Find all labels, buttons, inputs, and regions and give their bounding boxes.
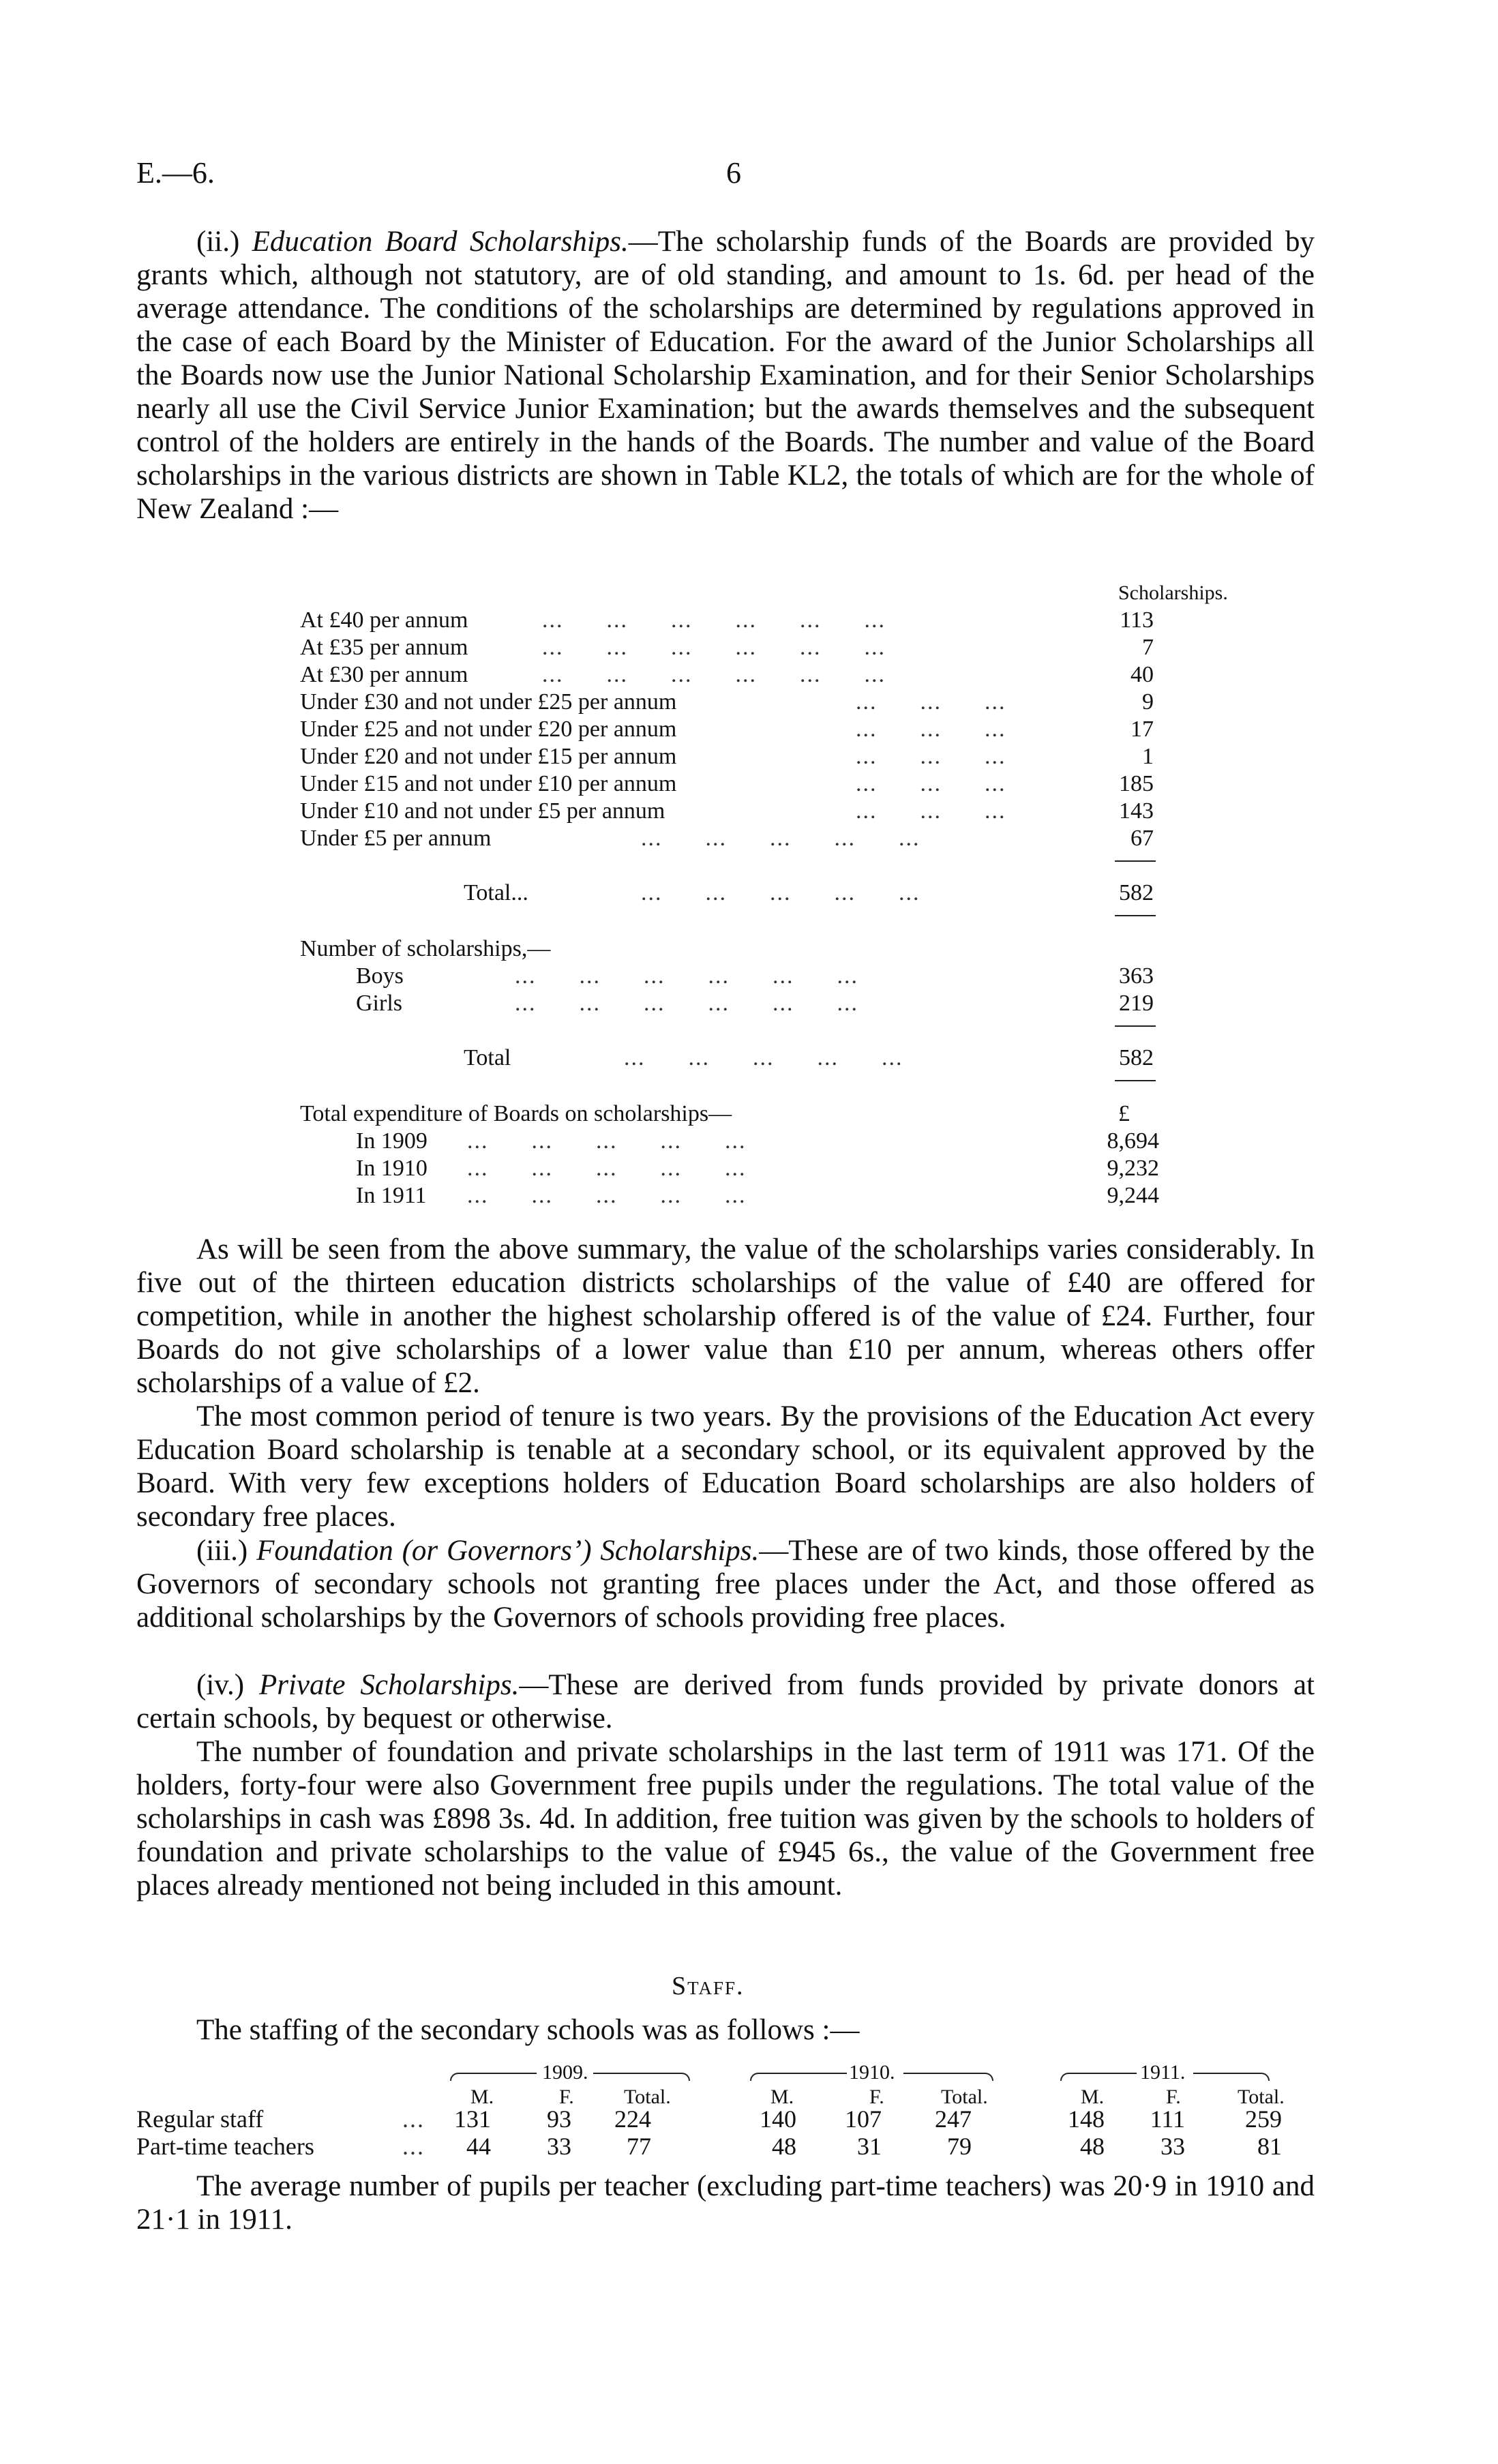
staff-closing: The average number of pupils per teacher (excluding part-time teachers) was 20·9 in 1910 and 21·1 in 1911. [136, 2170, 1315, 2236]
year-1909: 1909. [542, 2061, 588, 2084]
brace-1909-right [593, 2073, 690, 2081]
row-label: Regular staff [136, 2105, 264, 2133]
row-value: 1 [1142, 744, 1154, 769]
leader-dots: ... ... ... ... ... [467, 1156, 747, 1181]
row-label: Under £30 and not under £25 per annum [300, 689, 677, 715]
girls-value: 219 [1119, 991, 1154, 1016]
brace-1911-right [1193, 2073, 1270, 2081]
expenditure-year: In 1911 [356, 1183, 427, 1208]
row-value: 143 [1119, 798, 1154, 824]
leader-dots: ... ... ... ... ... [624, 1045, 903, 1070]
year-1910: 1910. [849, 2061, 895, 2084]
currency-header: £ [1118, 1101, 1130, 1126]
row-label: At £35 per annum [300, 635, 468, 660]
cell: 79 [947, 2133, 972, 2160]
boys-value: 363 [1119, 963, 1154, 989]
section-ii-paragraph [136, 225, 1315, 526]
sub-header-f: F. [559, 2086, 574, 2108]
section-iv-text: —These are derived from funds provided by private donors at certain schools, by bequest or otherwise. [136, 1669, 1315, 1734]
cell: 31 [857, 2133, 882, 2160]
section-iv-heading: Private Scholarships. [258, 1669, 520, 1701]
section-ii-number: (ii.) [196, 226, 240, 258]
brace-1911-left [1060, 2073, 1137, 2081]
girls-label: Girls [356, 991, 402, 1016]
leader-dots: ... ... ... [856, 717, 1006, 742]
sum-rule [1115, 1080, 1156, 1081]
scholarships-column-header: Scholarships. [1118, 582, 1228, 604]
expenditure-value: 9,232 [1107, 1156, 1159, 1181]
total2-value: 582 [1119, 1045, 1154, 1070]
leader-dots: ... ... ... ... ... ... [515, 991, 858, 1016]
leader-dots: ... ... ... [856, 771, 1006, 796]
cell: 107 [845, 2105, 882, 2133]
leader-dots: ... ... ... ... ... ... [542, 607, 886, 633]
sum-rule [1115, 860, 1156, 862]
row-label: Under £20 and not under £15 per annum [300, 744, 677, 769]
sub-header-m: M. [1081, 2086, 1105, 2108]
sub-header-f: F. [869, 2086, 884, 2108]
cell: 48 [772, 2133, 796, 2160]
leader-dots: ... ... ... ... ... [467, 1183, 747, 1208]
brace-1910-right [903, 2073, 993, 2081]
sub-header-m: M. [770, 2086, 794, 2108]
row-label: At £30 per annum [300, 662, 468, 687]
row-value: 7 [1142, 635, 1154, 660]
paragraph-foundation: The number of foundation and private scholarships in the last term of 1911 was 171. Of the holders, forty-four were also Government free pupils under the regulations. The total value of the scholarships in cash was £898 3s. 4d. In addition, free tuition was given by the schools to holders of foundation and private scholarships to the value of £945 6s., the value of the Government free places already mentioned not being included in this amount. [136, 1736, 1315, 1902]
total2-label: Total [464, 1045, 511, 1070]
row-label: Under £25 and not under £20 per annum [300, 717, 677, 742]
leader-dots: ... ... ... ... ... ... [542, 635, 886, 660]
boys-label: Boys [356, 963, 404, 989]
cell: 48 [1080, 2133, 1105, 2160]
section-iii-heading: Foundation (or Governors’) Scholarships. [256, 1535, 760, 1567]
sub-header-f: F. [1166, 2086, 1181, 2108]
leader-dots: ... ... ... ... ... ... [542, 662, 886, 687]
section-iii-text: —These are of two kinds, those offered by the Governors of secondary schools not granting free places under the Act, and those offered as additional scholarships by the Governors of schools providing free places. [136, 1535, 1315, 1634]
section-ii-heading: Education Board Scholarships. [252, 226, 629, 258]
section-iv-paragraph [136, 1668, 1315, 1735]
cell: 33 [1160, 2133, 1185, 2160]
cell: 44 [466, 2133, 491, 2160]
section-ii-text: —The scholarship funds of the Boards are provided by grants which, although not statutory, are of old standing, and amount to 1s. 6d. per head of the average attendance. The conditions of the scholarships are determined by regulations approved in the case of each Board by the Minister of Education. For the award of the Junior Scholarships all the Boards now use the Junior National Scholarship Examination, and for their Senior Scholarships nearly all use the Civil Service Junior Examination; but the awards themselves and the subsequent control of the holders are entirely in the hands of the Boards. The number and value of the Board scholarships in the various districts are shown in Table KL2, the totals of which are for the whole of New Zealand :— [136, 226, 1315, 525]
cell: 140 [760, 2105, 796, 2133]
section-iii-number: (iii.) [196, 1535, 248, 1567]
leader-dots: ... [402, 2133, 425, 2160]
sub-header-total: Total. [941, 2086, 988, 2108]
row-label: Under £10 and not under £5 per annum [300, 798, 665, 824]
row-label: At £40 per annum [300, 607, 468, 633]
document-reference: E.—6. [136, 156, 215, 190]
expenditure-year: In 1910 [356, 1156, 428, 1181]
sum-rule [1115, 1025, 1156, 1027]
row-value: 113 [1120, 607, 1154, 633]
total-value: 582 [1119, 880, 1154, 905]
row-value: 40 [1130, 662, 1154, 687]
cell: 148 [1068, 2105, 1105, 2133]
brace-1909-left [450, 2073, 537, 2081]
cell: 247 [935, 2105, 972, 2133]
leader-dots: ... ... ... [856, 744, 1006, 769]
number-of-scholarships-label: Number of scholarships,— [300, 936, 551, 961]
expenditure-value: 8,694 [1107, 1128, 1159, 1154]
sub-header-m: M. [470, 2086, 494, 2108]
leader-dots: ... ... ... ... ... ... [515, 963, 858, 989]
section-iv-number: (iv.) [196, 1669, 245, 1701]
row-value: 185 [1119, 771, 1154, 796]
brace-1910-left [750, 2073, 847, 2081]
expenditure-value: 9,244 [1107, 1183, 1159, 1208]
cell: 77 [627, 2133, 651, 2160]
cell: 93 [547, 2105, 571, 2133]
cell: 33 [547, 2133, 571, 2160]
year-1911: 1911. [1140, 2061, 1186, 2084]
sum-rule [1115, 915, 1156, 916]
leader-dots: ... ... ... ... ... [467, 1128, 747, 1154]
row-label: Part-time teachers [136, 2133, 314, 2160]
row-value: 67 [1130, 826, 1154, 851]
leader-dots: ... [402, 2105, 425, 2133]
sub-header-total: Total. [1238, 2086, 1285, 2108]
row-label: Under £5 per annum [300, 826, 492, 851]
cell: 111 [1150, 2105, 1185, 2133]
total-label: Total... [464, 880, 528, 905]
expenditure-label: Total expenditure of Boards on scholarships— [300, 1101, 732, 1126]
leader-dots: ... ... ... ... ... [641, 826, 920, 851]
page-number: 6 [726, 156, 741, 190]
cell: 131 [454, 2105, 491, 2133]
row-label: Under £15 and not under £10 per annum [300, 771, 677, 796]
staff-heading: Staff. [672, 1972, 745, 2000]
leader-dots: ... ... ... [856, 689, 1006, 715]
row-value: 17 [1130, 717, 1154, 742]
paragraph-summary: As will be seen from the above summary, the value of the scholarships varies considerably. In five out of the thirteen education districts scholarships of the value of £40 are offered for competition, while in another the highest scholarship offered is of the value of £24. Further, four Boards do not give scholarships of a lower value than £10 per annum, whereas others offer scholarships of a value of £2. [136, 1233, 1315, 1399]
cell: 81 [1257, 2133, 1282, 2160]
expenditure-year: In 1909 [356, 1128, 428, 1154]
cell: 224 [614, 2105, 651, 2133]
paragraph-tenure: The most common period of tenure is two years. By the provisions of the Education Act every Education Board scholarship is tenable at a secondary school, or its equivalent approved by the Board. With very few exceptions holders of Education Board scholarships are also holders of secondary free places. [136, 1400, 1315, 1533]
leader-dots: ... ... ... [856, 798, 1006, 824]
section-iii-paragraph [136, 1534, 1315, 1634]
sub-header-total: Total. [624, 2086, 671, 2108]
leader-dots: ... ... ... ... ... [641, 880, 920, 905]
row-value: 9 [1142, 689, 1154, 715]
staff-intro: The staffing of the secondary schools was as follows :— [196, 2014, 860, 2046]
cell: 259 [1245, 2105, 1282, 2133]
